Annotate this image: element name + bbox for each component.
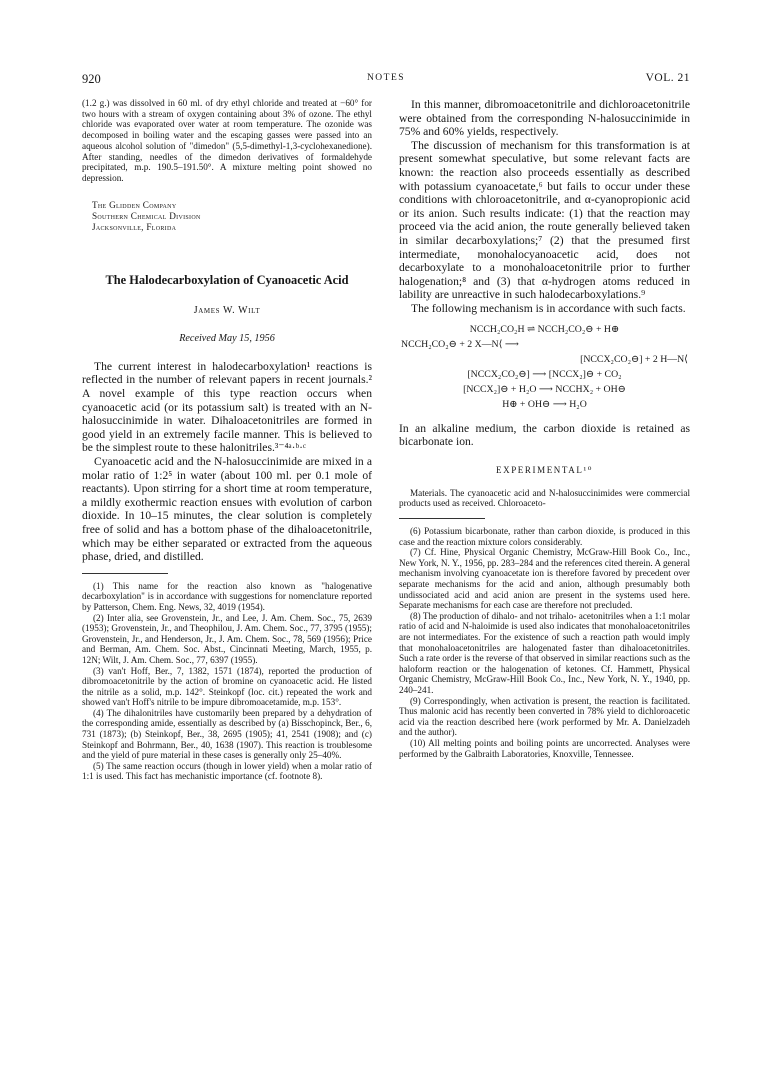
- body-paragraph: Cyanoacetic acid and the N-halosuccinimide are mixed in a molar ratio of 1:2⁵ in water (about 100 ml. per 0.1 mole of reactants). Upon stirring for a short time at room temperature, a mildly exothermic reaction ensues with evolution of carbon dioxide. In 10–15 minutes, the clear solution is completely free of solid and has a bottom phase of the dihaloacetonitrile, which may be either separated or extracted from the aqueous phase, dried, and distilled.: [82, 455, 372, 564]
- footnote: (7) Cf. Hine, Physical Organic Chemistry, McGraw-Hill Book Co., Inc., New York, N. Y., 1956, pp. 283–284 and the references cited therein. A general mechanism involving cyanoacetate ion is therefore favored by precedent over separate mechanisms for the acid and anion, although presumably both undissociated acid and acid anion are present in the systems used here. Separate mechanisms for each case are therefore not precluded.: [399, 547, 690, 611]
- article-author: James W. Wilt: [193, 304, 261, 316]
- footnote: (3) van't Hoff, Ber., 7, 1382, 1571 (1874), reported the production of dibromoacetonitrile by the action of bromine on cyanoacetic acid. He listed the nitrile as a solid, m.p. 142°. Steinkopf (loc. cit.) repeated the work and showed van't Hoff's nitrile to be impure dibromoacetamide, m.p. 153°.: [82, 665, 372, 708]
- body-paragraph: The following mechanism is in accordance with such facts.: [411, 301, 686, 315]
- body-paragraph: In this manner, dibromoacetonitrile and dichloroacetonitrile were obtained from the corresponding N-halosuccinimide in 75% and 60% yields, respectively.: [399, 98, 690, 139]
- equation: NCCH₂CO₂H ⇌ NCCH₂CO₂⊖ + H⊕: [469, 323, 620, 335]
- right-column: [399, 98, 690, 759]
- footnote: (1) This name for the reaction also known as "halogenative decarboxylation" is in accordance with suggestions for nomenclature reported by Patterson, Chem. Eng. News, 32, 4019 (1954).: [82, 580, 372, 612]
- footnote: (5) The same reaction occurs (though in lower yield) when a molar ratio of 1:1 is used. This fact has mechanistic importance (cf. footnote 8).: [82, 760, 372, 782]
- article-title: The Halodecarboxylation of Cyanoacetic Acid: [105, 272, 349, 287]
- equation: [NCCX₂]⊖ + H₂O ⟶ NCCHX₂ + OH⊖: [463, 383, 626, 395]
- footnote: (8) The production of dihalo- and not trihalo- acetonitriles when a 1:1 molar ratio of acid and N-haloimide is used also indicates that monohaloacetonitriles are not intermediates. For the existence of such a reaction path would imply that monohaloacetonitriles are halogenated faster than dihaloacetonitriles. Such a rate order is the reverse of that observed in similar reactions such as the haloform reaction or the halogenation of ketones. Cf. Hammett, Physical Organic Chemistry, McGraw-Hill Book Co., Inc., New York, N. Y., 1940, pp. 240–241.: [399, 610, 690, 695]
- equation: NCCH₂CO₂⊖ + 2 X—N⟨ ⟶: [401, 338, 519, 350]
- equation: H⊕ + OH⊖ ⟶ H₂O: [502, 398, 587, 410]
- affiliation-line: Jacksonville, Florida: [92, 222, 177, 233]
- previous-article-ending: (1.2 g.) was dissolved in 60 ml. of dry ethyl chloride and treated at −60° for two hours with a stream of oxygen containing about 3% of ozone. The ethyl chloride was evaporated over water at room temperature. The ozonide was decomposed in boiling water and the escaping gasses were passed into an aqueous alcohol solution of "dimedon" (5,5-dimethyl-1,3-cyclohexanedione). After standing, needles of the dimedon derivatives of formaldehyde precipitated, m.p. 190.5–191.50°. A mixture melting point showed no depression.: [82, 98, 372, 183]
- running-header: [82, 72, 690, 88]
- body-paragraph: In an alkaline medium, the carbon dioxide is retained as bicarbonate ion.: [399, 421, 690, 449]
- experimental-materials: Materials. The cyanoacetic acid and N-halosuccinimides were commercial products used as received. Chloroaceto-: [399, 487, 690, 509]
- affiliation-line: The Glidden Company: [92, 199, 177, 210]
- experimental-heading: EXPERIMENTAL¹⁰: [496, 464, 593, 475]
- footnote: (9) Correspondingly, when activation is present, the reaction is facilitated. Thus malonic acid has recently been converted in 78% yield to dichloroacetic acid via the reaction described here (work performed by Mr. A. Danielzadeh and the author).: [399, 695, 690, 738]
- affiliation-block: [92, 200, 372, 234]
- footnote: (6) Potassium bicarbonate, rather than carbon dioxide, is produced in this case and the reaction mixture colors considerably.: [399, 526, 690, 547]
- received-date: Received May 15, 1956: [179, 332, 275, 344]
- footnote: (4) The dihalonitriles have customarily been prepared by a dehydration of the corresponding amide, essentially as described by (a) Bisschopinck, Ber., 6, 731 (1873); (b) Steinkopf, Ber., 38, 2695 (1905); 41, 2541 (1908); and (c) Steinkopf and Bohrmann, Ber., 40, 1638 (1907). This reaction is troublesome and the yield of pure material in these cases is generally only 25–40%.: [82, 707, 372, 761]
- section-name: NOTES: [366, 73, 406, 83]
- footnote-divider: [82, 573, 168, 574]
- equation: [NCCX₂CO₂⊖] + 2 H—N⟨: [580, 353, 688, 365]
- footnote-divider: [399, 518, 485, 519]
- footnote: (10) All melting points and boiling points are uncorrected. Analyses were performed by the Galbraith Laboratories, Knoxville, Tennessee.: [399, 737, 690, 759]
- body-paragraph: The discussion of mechanism for this transformation is at present somewhat speculative, but some relevant facts are known: the reaction also proceeds essentially as described with potassium cyanoacetate,⁶ but fails to occur under these conditions with chloroacetonitrile, and α-cyanopropionic acid or its anion. Such results indicate: (1) that the reaction may proceed via the acid anion, the route generally believed taken in similar decarboxylations;⁷ (2) that the presumed first intermediate, monohalocyanoacetic acid, does not decarboxylate to a monohaloacetonitrile prior to further halogenation;⁸ and (3) that α-hydrogen atoms reduced in lability are unreactive in such halodecarboxylations.⁹: [399, 138, 690, 302]
- page-number: 920: [82, 72, 101, 86]
- volume-label: VOL. 21: [645, 72, 690, 84]
- mechanism-equations: [399, 322, 690, 412]
- left-column: [82, 98, 372, 782]
- footnote: (2) Inter alia, see Grovenstein, Jr., and Lee, J. Am. Chem. Soc., 75, 2639 (1953); Grovenstein, Jr., and Theophilou, J. Am. Chem. Soc., 77, 3795 (1955); Grovenstein, Jr., and Henderson, Jr., J. Am. Chem. Soc., 78, 569 (1956); Price and Berman, Am. Chem. Soc. Abst., Cincinnati Meeting, March, 1955, p. 12N; Wilt, J. Am. Chem. Soc., 77, 6397 (1955).: [82, 612, 372, 665]
- affiliation-line: Southern Chemical Division: [92, 211, 201, 222]
- equation: [NCCX₂CO₂⊖] ⟶ [NCCX₂]⊖ + CO₂: [467, 368, 622, 380]
- body-paragraph: The current interest in halodecarboxylation¹ reactions is reflected in the number of relevant papers in recent journals.² A novel example of this type reaction occurs when cyanoacetic acid (or its potassium salt) is treated with an N-halosuccinimide in water. Dihaloacetonitriles are formed in good yield in an extremely facile manner. This is believed to be the simplest route to these halonitriles.³⁻⁴ᵃ·ᵇ·ᶜ: [82, 359, 372, 455]
